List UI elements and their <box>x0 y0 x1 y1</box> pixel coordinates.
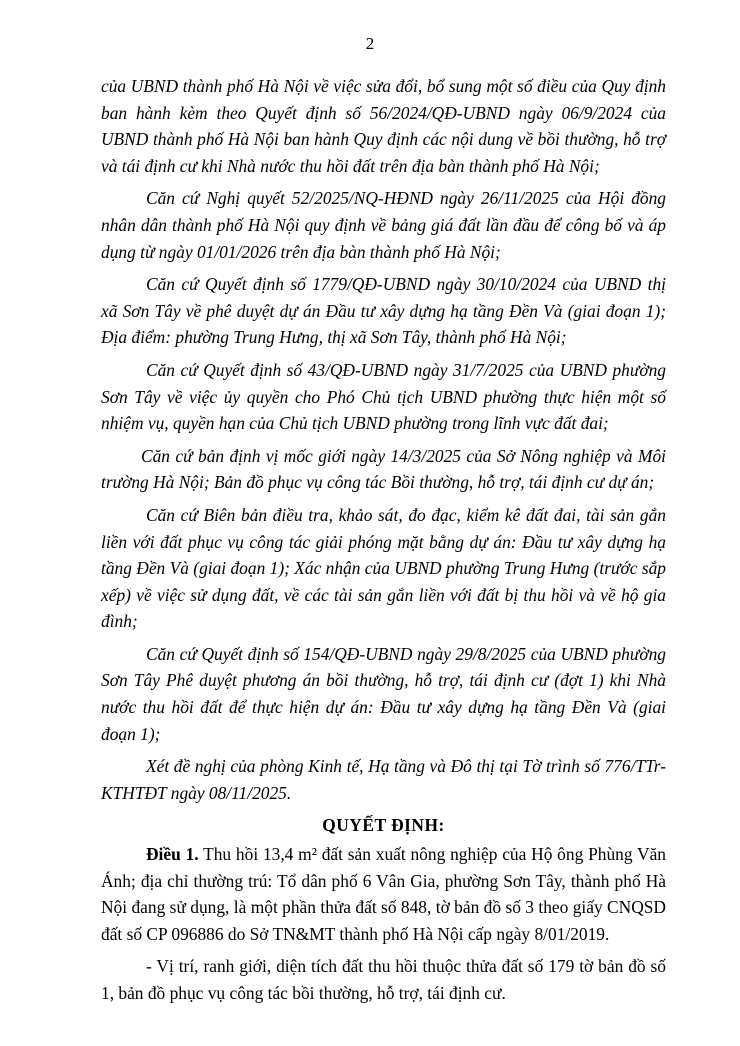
article-1-text: Thu hồi 13,4 m² đất sản xuất nông nghiệp của Hộ ông Phùng Văn Ánh; địa chỉ thường trú: Tổ dân phố 6 Vân Gia, phường Sơn Tây, thành phố Hà Nội đang sử dụng, là một phần thửa đất số 848, tờ bản đồ số 3 theo giấy CNQSD đất số CP 096886 do Sở TN&MT thành phố Hà Nội cấp ngày 8/01/2019. <box>101 844 666 944</box>
legal-basis-continuation: của UBND thành phố Hà Nội về việc sửa đổi, bổ sung một số điều của Quy định ban hành kèm theo Quyết định số 56/2024/QĐ-UBND ngày 06/9/2024 của UBND thành phố Hà Nội ban hành Quy định các nội dung về bồi thường, hỗ trợ và tái định cư khi Nhà nước thu hồi đất trên địa bàn thành phố Hà Nội; <box>101 76 666 176</box>
proposal-paragraph: Xét đề nghị của phòng Kinh tế, Hạ tầng và Đô thị tại Tờ trình số 776/TTr-KTHTĐT ngày 08/11/2025. <box>101 756 666 803</box>
document-body <box>101 73 666 1013</box>
legal-basis-boundary-map: Căn cứ bản định vị mốc giới ngày 14/3/2025 của Sở Nông nghiệp và Môi trường Hà Nội; Bản đồ phục vụ công tác Bồi thường, hỗ trợ, tái định cư dự án; <box>101 445 666 493</box>
legal-basis-decision-154: Căn cứ Quyết định số 154/QĐ-UBND ngày 29/8/2025 của UBND phường Sơn Tây Phê duyệt phương án bồi thường, hỗ trợ, tái định cư (đợt 1) khi Nhà nước thu hồi đất để thực hiện dự án: Đầu tư xây dựng hạ tầng Đền Và (giai đoạn 1); <box>101 643 666 744</box>
legal-basis-decision-1779: Căn cứ Quyết định số 1779/QĐ-UBND ngày 30/10/2024 của UBND thị xã Sơn Tây về phê duyệt dự án Đầu tư xây dựng hạ tầng Đền Và (giai đoạn 1); Địa điểm: phường Trung Hưng, thị xã Sơn Tây, thành phố Hà Nội; <box>101 274 666 348</box>
article-1 <box>101 841 666 947</box>
legal-basis-decision-43: Căn cứ Quyết định số 43/QĐ-UBND ngày 31/7/2025 của UBND phường Sơn Tây về việc ủy quyền cho Phó Chủ tịch UBND phường thực hiện một số nhiệm vụ, quyền hạn của Chủ tịch UBND phường trong lĩnh vực đất đai; <box>101 359 666 434</box>
article-1-label: Điều 1. <box>146 844 199 865</box>
page-number: 2 <box>365 34 375 53</box>
legal-basis-survey-record: Căn cứ Biên bản điều tra, khảo sát, đo đạc, kiểm kê đất đai, tài sản gắn liền với đất phục vụ công tác giải phóng mặt bằng dự án: Đầu tư xây dựng hạ tầng Đền Và (giai đoạn 1); Xác nhận của UBND phường Trung Hưng (trước sắp xếp) về việc sử dụng đất, về các tài sản gắn liền với đất bị thu hồi và về hộ gia đình; <box>101 504 666 632</box>
decision-title: QUYẾT ĐỊNH: <box>322 815 445 836</box>
legal-basis-resolution-52: Căn cứ Nghị quyết 52/2025/NQ-HĐND ngày 26/11/2025 của Hội đồng nhân dân thành phố Hà Nội quy định về bảng giá đất lần đầu để công bố và áp dụng từ ngày 01/01/2026 trên địa bàn thành phố Hà Nội; <box>101 188 666 262</box>
article-1-bullet: - Vị trí, ranh giới, diện tích đất thu hồi thuộc thửa đất số 179 tờ bản đồ số 1, bản đồ phục vụ công tác bồi thường, hỗ trợ, tái định cư. <box>101 956 666 1003</box>
